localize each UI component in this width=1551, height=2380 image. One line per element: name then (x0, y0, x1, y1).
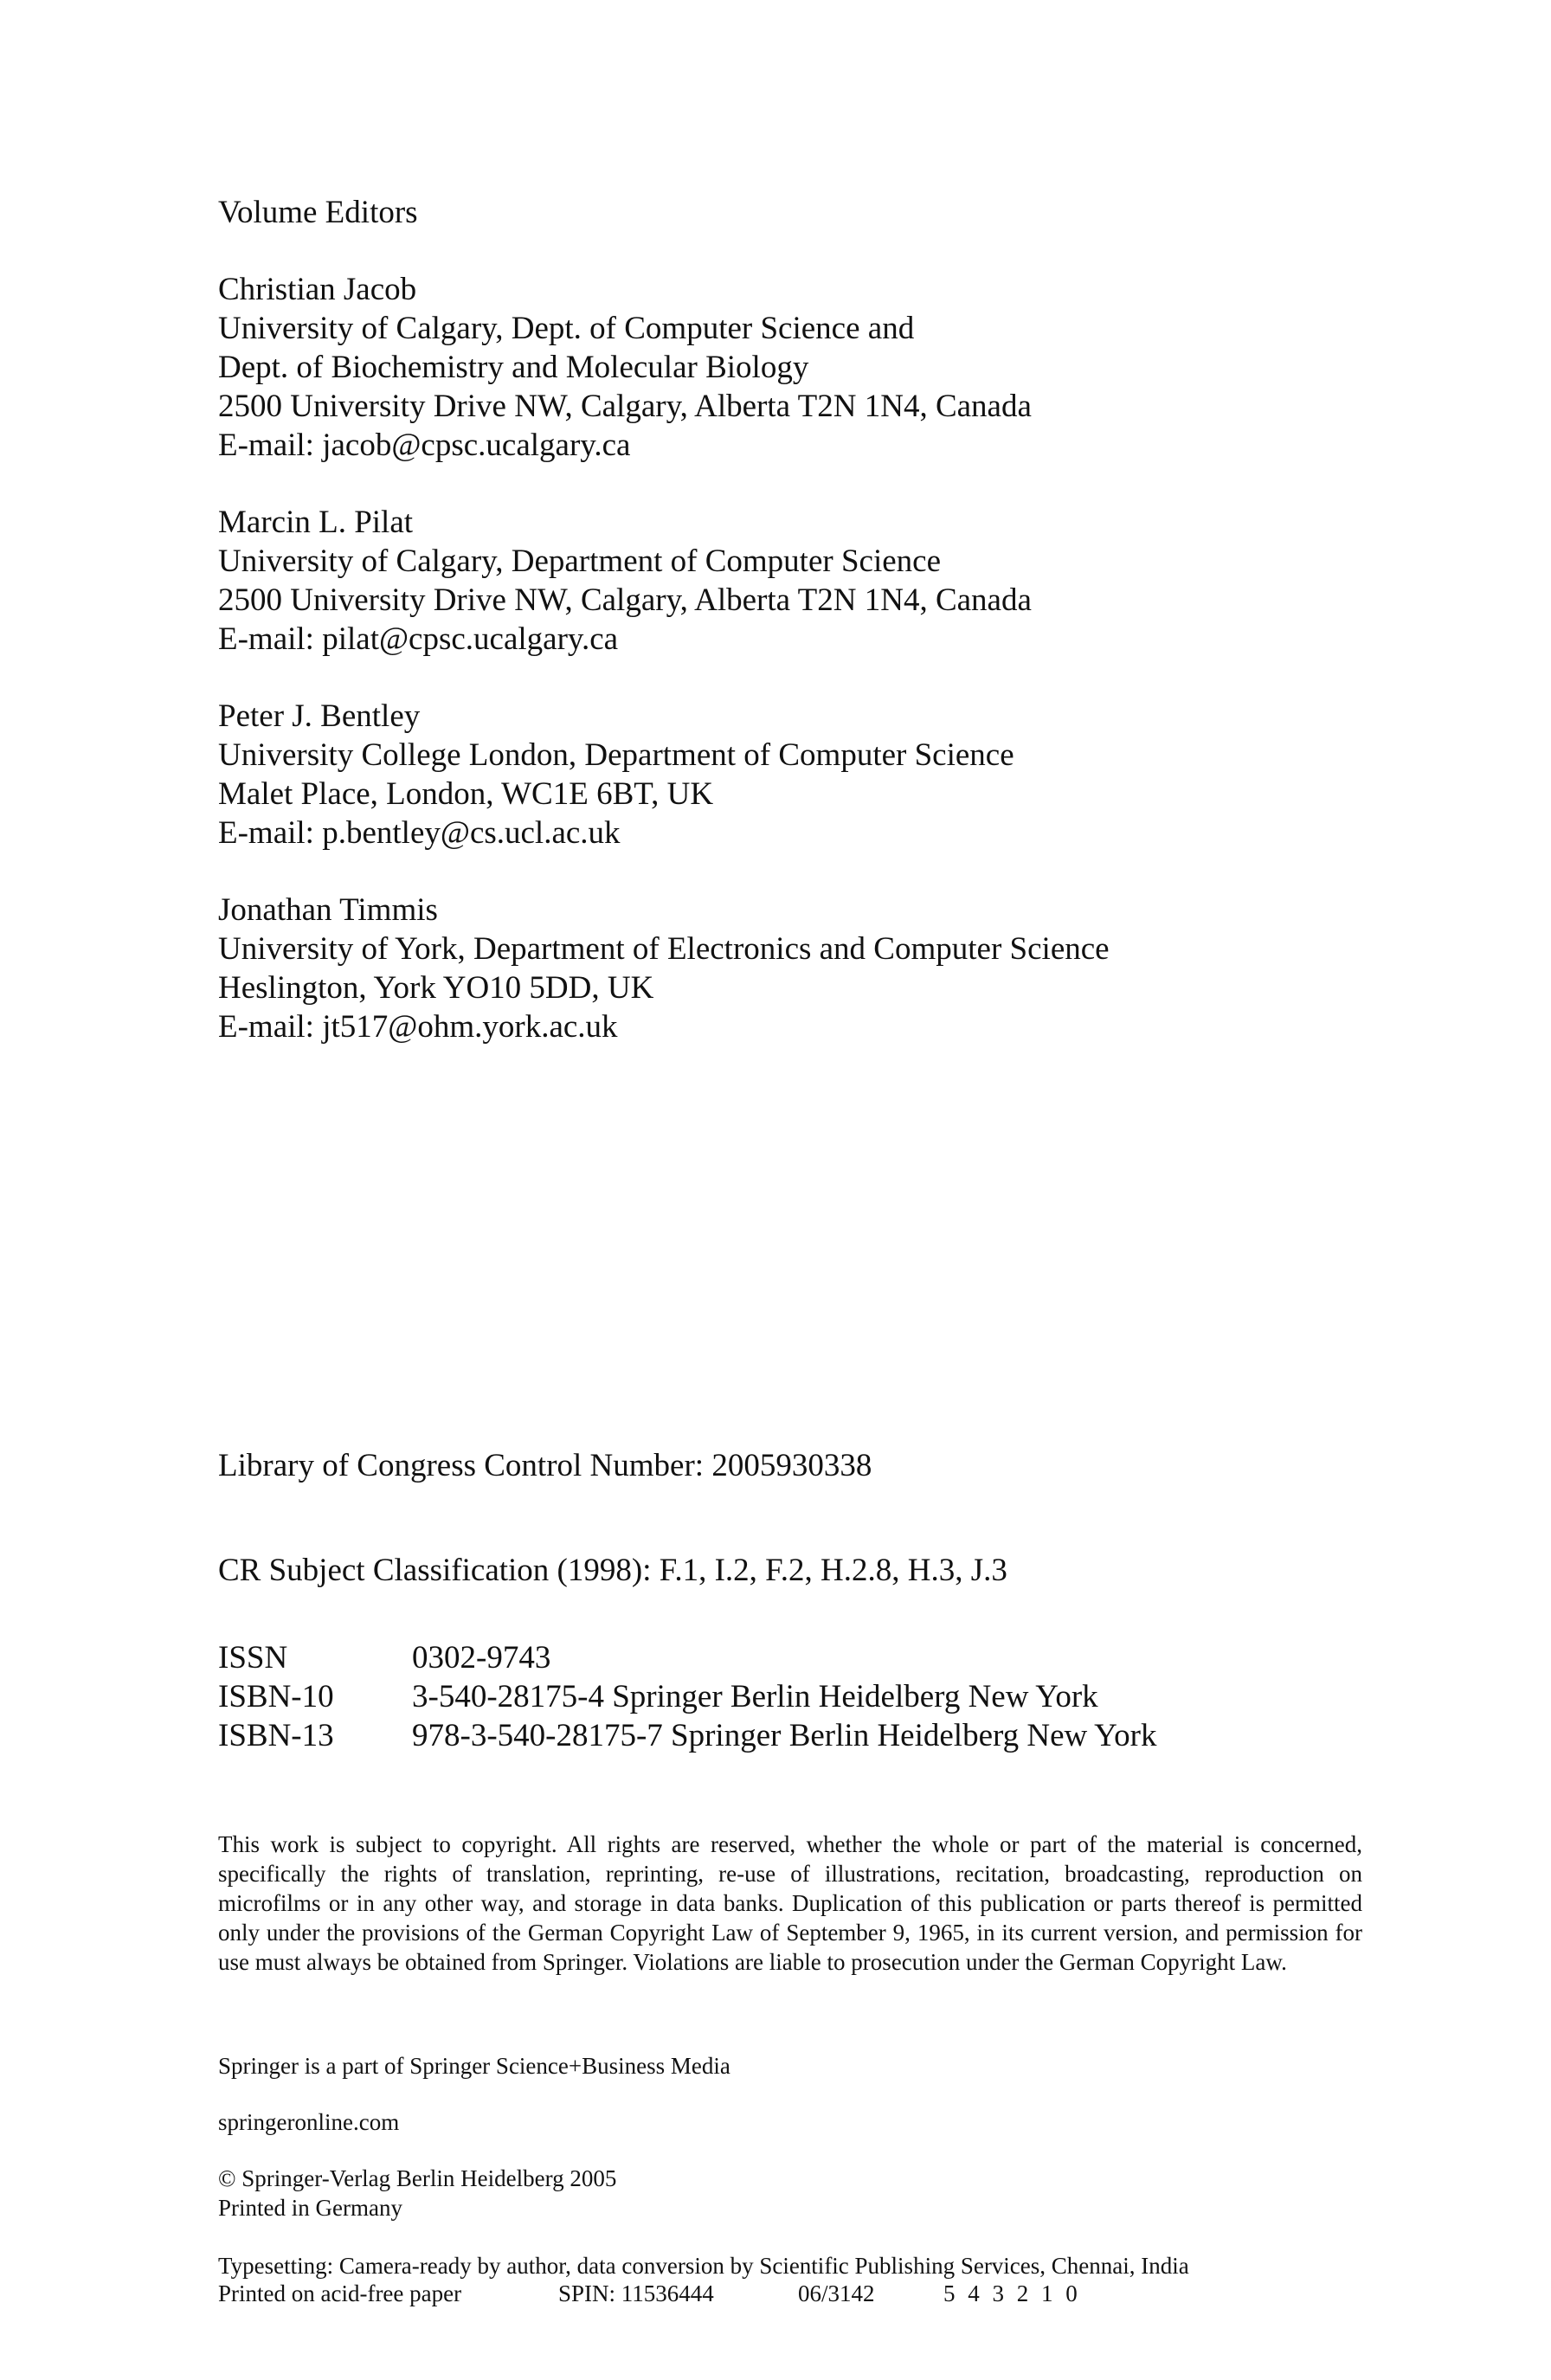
editor-affiliation-line: 2500 University Drive NW, Calgary, Alberta T2N 1N4, Canada (218, 389, 1032, 424)
editor-name: Christian Jacob (218, 272, 417, 307)
cr-classification: CR Subject Classification (1998): F.1, I.2, F.2, H.2.8, H.3, J.3 (218, 1553, 1007, 1588)
printing-numbers: 5 4 3 2 1 0 (943, 2280, 1081, 2306)
printing-paper: Printed on acid-free paper (218, 2280, 462, 2306)
editor-name: Peter J. Bentley (218, 698, 421, 734)
identifier-label: ISSN (218, 1640, 288, 1676)
identifier-label: ISBN-10 (218, 1679, 334, 1714)
website-text: springeronline.com (218, 2109, 400, 2135)
editor-email: E-mail: p.bentley@cs.ucl.ac.uk (218, 815, 621, 851)
volume-editors-heading: Volume Editors (218, 195, 418, 230)
editor-email: E-mail: jt517@ohm.york.ac.uk (218, 1009, 618, 1045)
editor-affiliation-line: University College London, Department of Computer Science (218, 737, 1014, 773)
identifier-value: 3-540-28175-4 Springer Berlin Heidelberg New York (412, 1679, 1098, 1714)
editor-affiliation-line: Heslington, York YO10 5DD, UK (218, 970, 654, 1006)
editor-email: E-mail: pilat@cpsc.ucalgary.ca (218, 621, 619, 657)
identifier-value: 978-3-540-28175-7 Springer Berlin Heidelberg New York (412, 1718, 1157, 1753)
editor-affiliation-line: University of Calgary, Dept. of Computer Science and (218, 311, 915, 346)
printing-spin: SPIN: 11536444 (558, 2280, 714, 2306)
printed-in-line: Printed in Germany (218, 2195, 402, 2221)
editor-email: E-mail: jacob@cpsc.ucalgary.ca (218, 428, 631, 463)
copyright-notice: This work is subject to copyright. All rights are reserved, whether the whole or part of the material is concerned, specifically the rights of translation, reprinting, re-use of illustrations, recitation, broadcasting, reproduction on microfilms or in any other way, and storage in data banks. Duplication of this publication or parts thereof is permitted only under the provisions of the German Copyright Law of September 9, 1965, in its current version, and permission for use must always be obtained from Springer. Violations are liable to prosecution under the German Copyright Law. (218, 1831, 1362, 1975)
editor-affiliation-line: Malet Place, London, WC1E 6BT, UK (218, 776, 714, 812)
printing-code: 06/3142 (798, 2280, 875, 2306)
identifier-label: ISBN-13 (218, 1718, 334, 1753)
identifier-value: 0302-9743 (412, 1640, 551, 1676)
editor-name: Marcin L. Pilat (218, 505, 414, 540)
editor-affiliation-line: University of York, Department of Electronics and Computer Science (218, 931, 1110, 967)
editor-affiliation-line: Dept. of Biochemistry and Molecular Biology (218, 350, 809, 385)
editor-name: Jonathan Timmis (218, 892, 438, 928)
editor-affiliation-line: University of Calgary, Department of Computer Science (218, 544, 941, 579)
editor-affiliation-line: 2500 University Drive NW, Calgary, Alberta T2N 1N4, Canada (218, 582, 1032, 618)
springer-part-line: Springer is a part of Springer Science+Business Media (218, 2053, 730, 2079)
typesetting-line: Typesetting: Camera-ready by author, data conversion by Scientific Publishing Services, Chennai, India (218, 2253, 1189, 2279)
copyright-line: © Springer-Verlag Berlin Heidelberg 2005 (218, 2165, 617, 2191)
loc-control-number: Library of Congress Control Number: 2005930338 (218, 1448, 872, 1483)
